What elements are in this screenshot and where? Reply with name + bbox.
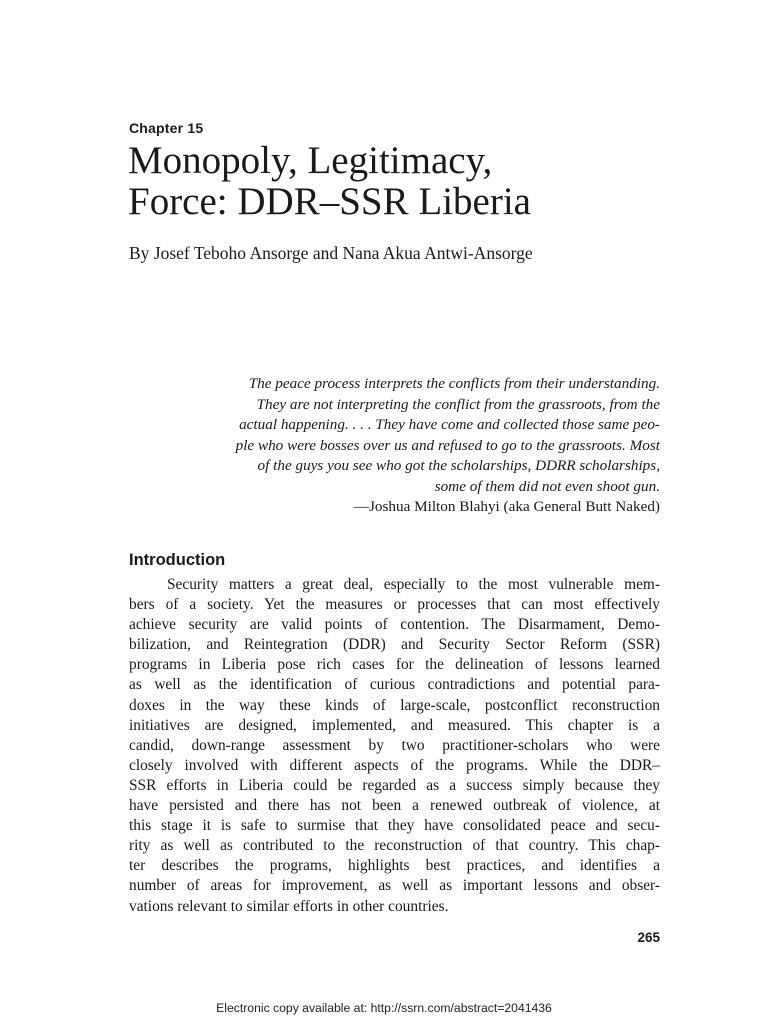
epigraph-attribution: —Joshua Milton Blahyi (aka General Butt Naked) [353,498,660,515]
footer-note: Electronic copy available at: http://ssrn.com/abstract=2041436 [216,1001,552,1015]
chapter-title [128,140,688,222]
paragraph-line: initiatives are designed, implemented, and measured. This chapter is a [129,716,660,734]
paragraph-line: this stage it is safe to surmise that they have consolidated peace and secu- [129,817,660,835]
paragraph-line: vations relevant to similar efforts in other countries. [129,897,449,915]
epigraph-line: They are not interpreting the conflict from the grassroots, from the [256,395,660,413]
byline: By Josef Teboho Ansorge and Nana Akua Antwi-Ansorge [129,243,533,263]
epigraph-line: ple who were bosses over us and refused to go to the grassroots. Most [235,436,660,454]
paragraph-line: ter describes the programs, highlights best practices, and identifies a [129,857,660,875]
epigraph-line: some of them did not even shoot gun. [434,477,660,495]
chapter-label: Chapter 15 [129,120,204,136]
epigraph-line: actual happening. . . . They have come and collected those same peo- [239,416,660,433]
paragraph-line: rity as well as contributed to the reconstruction of that country. This chap- [129,837,660,855]
paragraph-line: Security matters a great deal, especially to the most vulnerable mem- [167,576,660,593]
paragraph-line: have persisted and there has not been a renewed outbreak of violence, at [129,797,660,815]
epigraph [150,374,660,518]
paragraph-line: as well as the identification of curious contradictions and potential para- [129,676,660,694]
paragraph-line: closely involved with different aspects of the programs. While the DDR– [129,756,660,774]
paragraph-line: candid, down-range assessment by two practitioner-scholars who were [129,736,660,754]
paragraph-line: achieve security are valid points of contention. The Disarmament, Demo- [129,616,660,634]
paragraph-line: SSR efforts in Liberia could be regarded as a success simply because they [129,776,660,794]
paragraph-line: bers of a society. Yet the measures or processes that can most effectively [129,596,660,614]
chapter-title-line: Monopoly, Legitimacy, [128,139,493,182]
epigraph-line: of the guys you see who got the scholarships, DDRR scholarships, [257,457,660,474]
paragraph-line: doxes in the way these kinds of large-scale, postconflict reconstruction [129,696,660,714]
section-heading: Introduction [129,551,226,569]
paragraph-line: programs in Liberia pose rich cases for the delineation of lessons learned [129,656,660,674]
paragraph-line: bilization, and Reintegration (DDR) and Security Sector Reform (SSR) [129,636,660,654]
chapter-title-line: Force: DDR–SSR Liberia [128,180,531,223]
epigraph-line: The peace process interprets the conflicts from their understanding. [248,375,660,392]
introduction-paragraph [129,575,660,917]
paragraph-line: number of areas for improvement, as well as important lessons and obser- [129,877,660,895]
page-number: 265 [637,930,660,945]
